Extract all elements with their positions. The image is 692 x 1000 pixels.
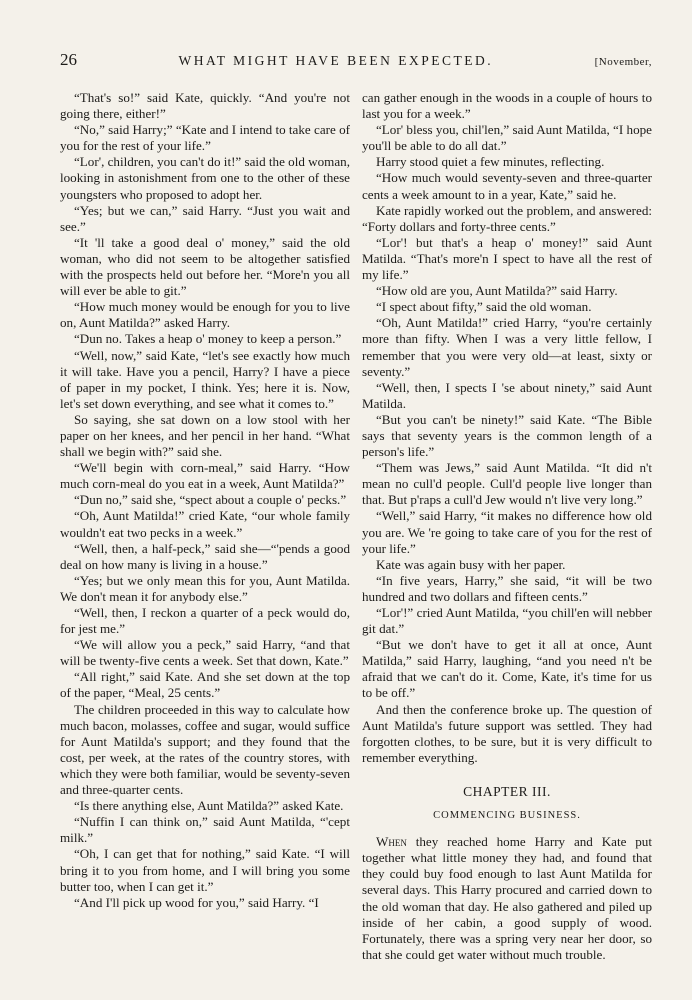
paragraph: “Oh, I can get that for nothing,” said Kate. “I will bring it to you from home, and I will bring you some butter too, when I can get it.” [60,846,350,894]
paragraph: “That's so!” said Kate, quickly. “And you're not going there, either!” [60,90,350,122]
chapter-opening-paragraph [362,834,652,963]
page-header [60,50,652,74]
paragraph: “Lor'!” cried Aunt Matilda, “you chill'en will nebber git dat.” [362,605,652,637]
paragraph: “Oh, Aunt Matilda!” cried Kate, “our whole family wouldn't eat two pecks in a week.” [60,508,350,540]
paragraph: “Dun no,” said she, “spect about a couple o' pecks.” [74,492,347,508]
paragraph: “Lor'! but that's a heap o' money!” said Aunt Matilda. “That's more'n I spect to have all the rest of my life.” [362,234,652,283]
paragraph: “Is there anything else, Aunt Matilda?” asked Kate. [74,798,344,814]
paragraph: “Nuffin I can think on,” said Aunt Matilda, “'cept milk.” [60,814,350,846]
page-number: 26 [60,50,77,69]
opening-word: When [376,834,407,850]
paragraph: “Dun no. Takes a heap o' money to keep a person.” [74,331,342,347]
paragraph: The children proceeded in this way to calculate how much bacon, molasses, coffee and sugar, would suffice for Aunt Matilda's support; and they found that the cost, per week, at the rates of the country stores, with which they were both familiar, would be seventy-seven and three-quarter cents. [60,701,350,798]
paragraph: “In five years, Harry,” she said, “it will be two hundred and two dollars and fifteen cents.” [362,572,652,604]
paragraph: “How much would seventy-seven and three-quarter cents a week amount to in a year, Kate,” said he. [362,170,652,202]
paragraph: “And I'll pick up wood for you,” said Harry. “I [74,894,319,910]
paragraph: “We will allow you a peck,” said Harry, “and that will be twenty-five cents a week. Set that down, Kate.” [60,637,350,669]
paragraph: Kate was again busy with her paper. [376,556,566,572]
right-column [362,90,652,963]
issue-month: [November, [594,56,652,68]
paragraph: “But you can't be ninety!” said Kate. “The Bible says that seventy years is the common length of a person's life.” [362,411,652,460]
paragraph-continued: can gather enough in the woods in a couple of hours to last you for a week.” [362,90,652,122]
paragraph: So saying, she sat down on a low stool with her paper on her knees, and her pencil in her hand. “What shall we begin with?” said she. [60,411,350,460]
left-column [60,90,350,911]
paragraph: Kate rapidly worked out the problem, and answered: “Forty dollars and forty-three cents.” [362,202,652,234]
paragraph: “Well, then, I spects I 'se about ninety,” said Aunt Matilda. [362,379,652,411]
paragraph: “Oh, Aunt Matilda!” cried Harry, “you're certainly more than fifty. When I was a very little fellow, I remember that you were very old—at least, sixty or seventy.” [362,315,652,379]
paragraph: “How much money would be enough for you to live on, Aunt Matilda?” asked Harry. [60,299,350,331]
paragraph: “We'll begin with corn-meal,” said Harry. “How much corn-meal do you eat in a week, Aunt Matilda?” [60,460,350,492]
paragraph: “It 'll take a good deal o' money,” said the old woman, who did not seem to be altogether satisfied with the prospects held out before her. “More'n you all will ever be able to git.” [60,234,350,299]
running-title: WHAT MIGHT HAVE BEEN EXPECTED. [178,53,494,68]
paragraph: “No,” said Harry;” “Kate and I intend to take care of you for the rest of your life.” [60,122,350,154]
opening-text: they reached home Harry and Kate put together what little money they had, and found that they could buy food enough to last Aunt Matilda for several days. This Harry procured and carried down to the old woman that day. He also gathered and piled up inside of her cabin, a good supply of wood. Fortunately, there was a spring very near her door, so that she could get water without much trouble. [362,834,652,962]
paragraph: “But we don't have to get it all at once, Aunt Matilda,” said Harry, laughing, “and you need n't be afraid that we can't do it. Come, Kate, it's time for us to be off.” [362,637,652,701]
paragraph: “Well, now,” said Kate, “let's see exactly how much it will take. Have you a pencil, Harry? I have a piece of paper in my pocket, I think. Yes; here it is. Now, let's set down everything, and see what it comes to.” [60,347,350,411]
paragraph: “Lor', children, you can't do it!” said the old woman, looking in astonishment from one to the other of these youngsters who proposed to adopt her. [60,154,350,202]
paragraph: “All right,” said Kate. And she set down at the top of the paper, “Meal, 25 cents.” [60,669,350,701]
paragraph: “Well, then, a half-peck,” said she—“'pends a good deal on how many is living in a house.” [60,540,350,572]
paragraph: “Well,” said Harry, “it makes no difference how old you are. We 're going to take care of you for the rest of your life.” [362,508,652,556]
paragraph: “Yes; but we can,” said Harry. “Just you wait and see.” [60,202,350,234]
paragraph: “Lor' bless you, chil'len,” said Aunt Matilda, “I hope you'll be able to do all dat.” [362,122,652,154]
paragraph: And then the conference broke up. The question of Aunt Matilda's future support was settled. They had forgotten clothes, to be sure, but it is very difficult to remember everything. [362,701,652,765]
paragraph: “I spect about fifty,” said the old woman. [376,299,592,315]
paragraph: “Well, then, I reckon a quarter of a peck would do, for jest me.” [60,605,350,637]
chapter-subtitle: COMMENCING BUSINESS. [433,810,581,822]
paragraph: “How old are you, Aunt Matilda?” said Harry. [376,283,618,299]
paragraph: “Them was Jews,” said Aunt Matilda. “It did n't mean no cull'd people. Cull'd people live longer than that. But p'raps a cull'd Jew would n't live very long.” [362,460,652,508]
paragraph: Harry stood quiet a few minutes, reflecting. [376,154,605,170]
chapter-title: CHAPTER III. [463,783,551,799]
paragraph: “Yes; but we only mean this for you, Aunt Matilda. We don't mean it for anybody else.” [60,572,350,604]
